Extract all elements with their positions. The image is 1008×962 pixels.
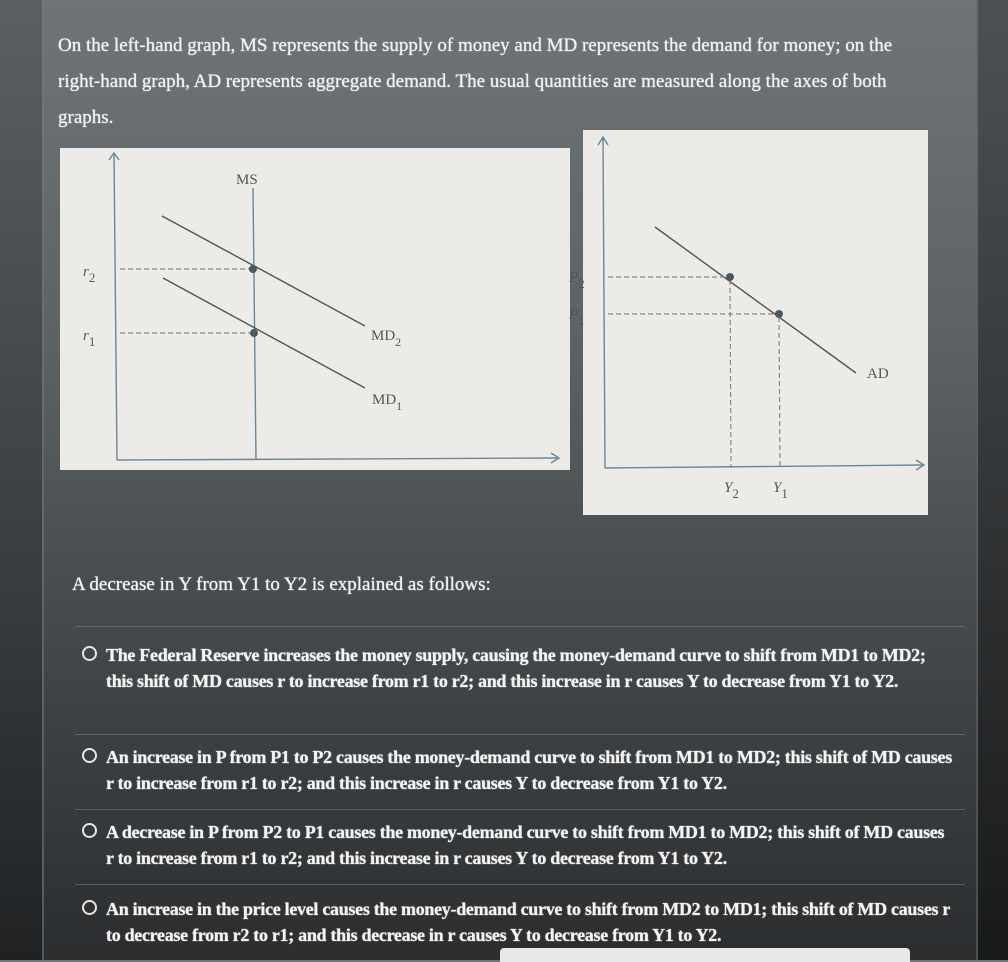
- answer-option-2[interactable]: [82, 744, 952, 796]
- ad-curve: [655, 227, 856, 373]
- md2-label: $MD_2$: [371, 328, 402, 349]
- x-axis: [117, 458, 558, 460]
- divider: [75, 884, 965, 885]
- md1-label: $MD_1$: [372, 392, 403, 413]
- option-text: A decrease in P from P2 to P1 causes the money-demand curve to shift from MD1 to MD2; this shift of MD causes r to increase from r1 to r2; and this increase in r causes Y to decrease from Y1 to Y2.: [106, 822, 945, 868]
- ad-label: AD: [867, 366, 889, 382]
- p2-label: P2: [569, 270, 585, 291]
- p1-label: P1: [569, 307, 585, 328]
- question-prompt: A decrease in Y from Y1 to Y2 is explained as follows:: [72, 574, 491, 595]
- y2-label: Y2: [724, 480, 739, 501]
- money-market-graph: [60, 148, 570, 470]
- y-axis: [603, 138, 605, 468]
- radio-button[interactable]: [82, 823, 97, 838]
- y-axis: [114, 154, 117, 460]
- answer-option-3[interactable]: [82, 819, 952, 871]
- answer-option-4[interactable]: [82, 896, 952, 948]
- screen-bezel-left: [0, 0, 44, 960]
- option-text: An increase in P from P1 to P2 causes the money-demand curve to shift from MD1 to MD2; this shift of MD causes r to increase from r1 to r2; and this increase in r causes Y to decrease from Y1 to Y2.: [106, 747, 952, 793]
- option-text: The Federal Reserve increases the money supply, causing the money-demand curve to shift from MD1 to MD2; this shift of MD causes r to increase from r1 to r2; and this increase in r causes Y to decrease from Y1 to Y2.: [106, 645, 926, 691]
- divider: [75, 734, 965, 735]
- point-y2-p2: [726, 273, 734, 281]
- radio-button[interactable]: [82, 646, 97, 661]
- equilibrium-point-r1: [250, 329, 258, 337]
- submit-button-partial[interactable]: [500, 948, 910, 962]
- radio-button[interactable]: [82, 900, 97, 915]
- point-y1-p1: [775, 310, 783, 318]
- x-axis: [605, 465, 923, 468]
- ms-label: MS: [236, 172, 258, 188]
- answer-option-1[interactable]: [82, 642, 952, 694]
- radio-button[interactable]: [82, 748, 97, 763]
- option-text: An increase in the price level causes the money-demand curve to shift from MD2 to MD1; this shift of MD causes r to decrease from r2 to r1; and this decrease in r causes Y to decrease from Y1 to Y2.: [106, 899, 950, 945]
- r2-label: r2: [83, 264, 96, 285]
- divider: [75, 626, 965, 627]
- equilibrium-point-r2: [249, 265, 257, 273]
- screen-bezel-right: [976, 0, 1008, 960]
- r1-label: r1: [83, 328, 96, 349]
- divider: [75, 809, 965, 810]
- aggregate-demand-graph: [569, 130, 928, 515]
- ms-curve: [253, 188, 256, 460]
- y1-label: Y1: [773, 480, 788, 501]
- intro-text: On the left-hand graph, MS represents the supply of money and MD represents the demand for money; on the right-hand graph, AD represents aggregate demand. The usual quantities are measured along the axes of both graphs.: [58, 35, 893, 128]
- md2-curve: [162, 216, 365, 326]
